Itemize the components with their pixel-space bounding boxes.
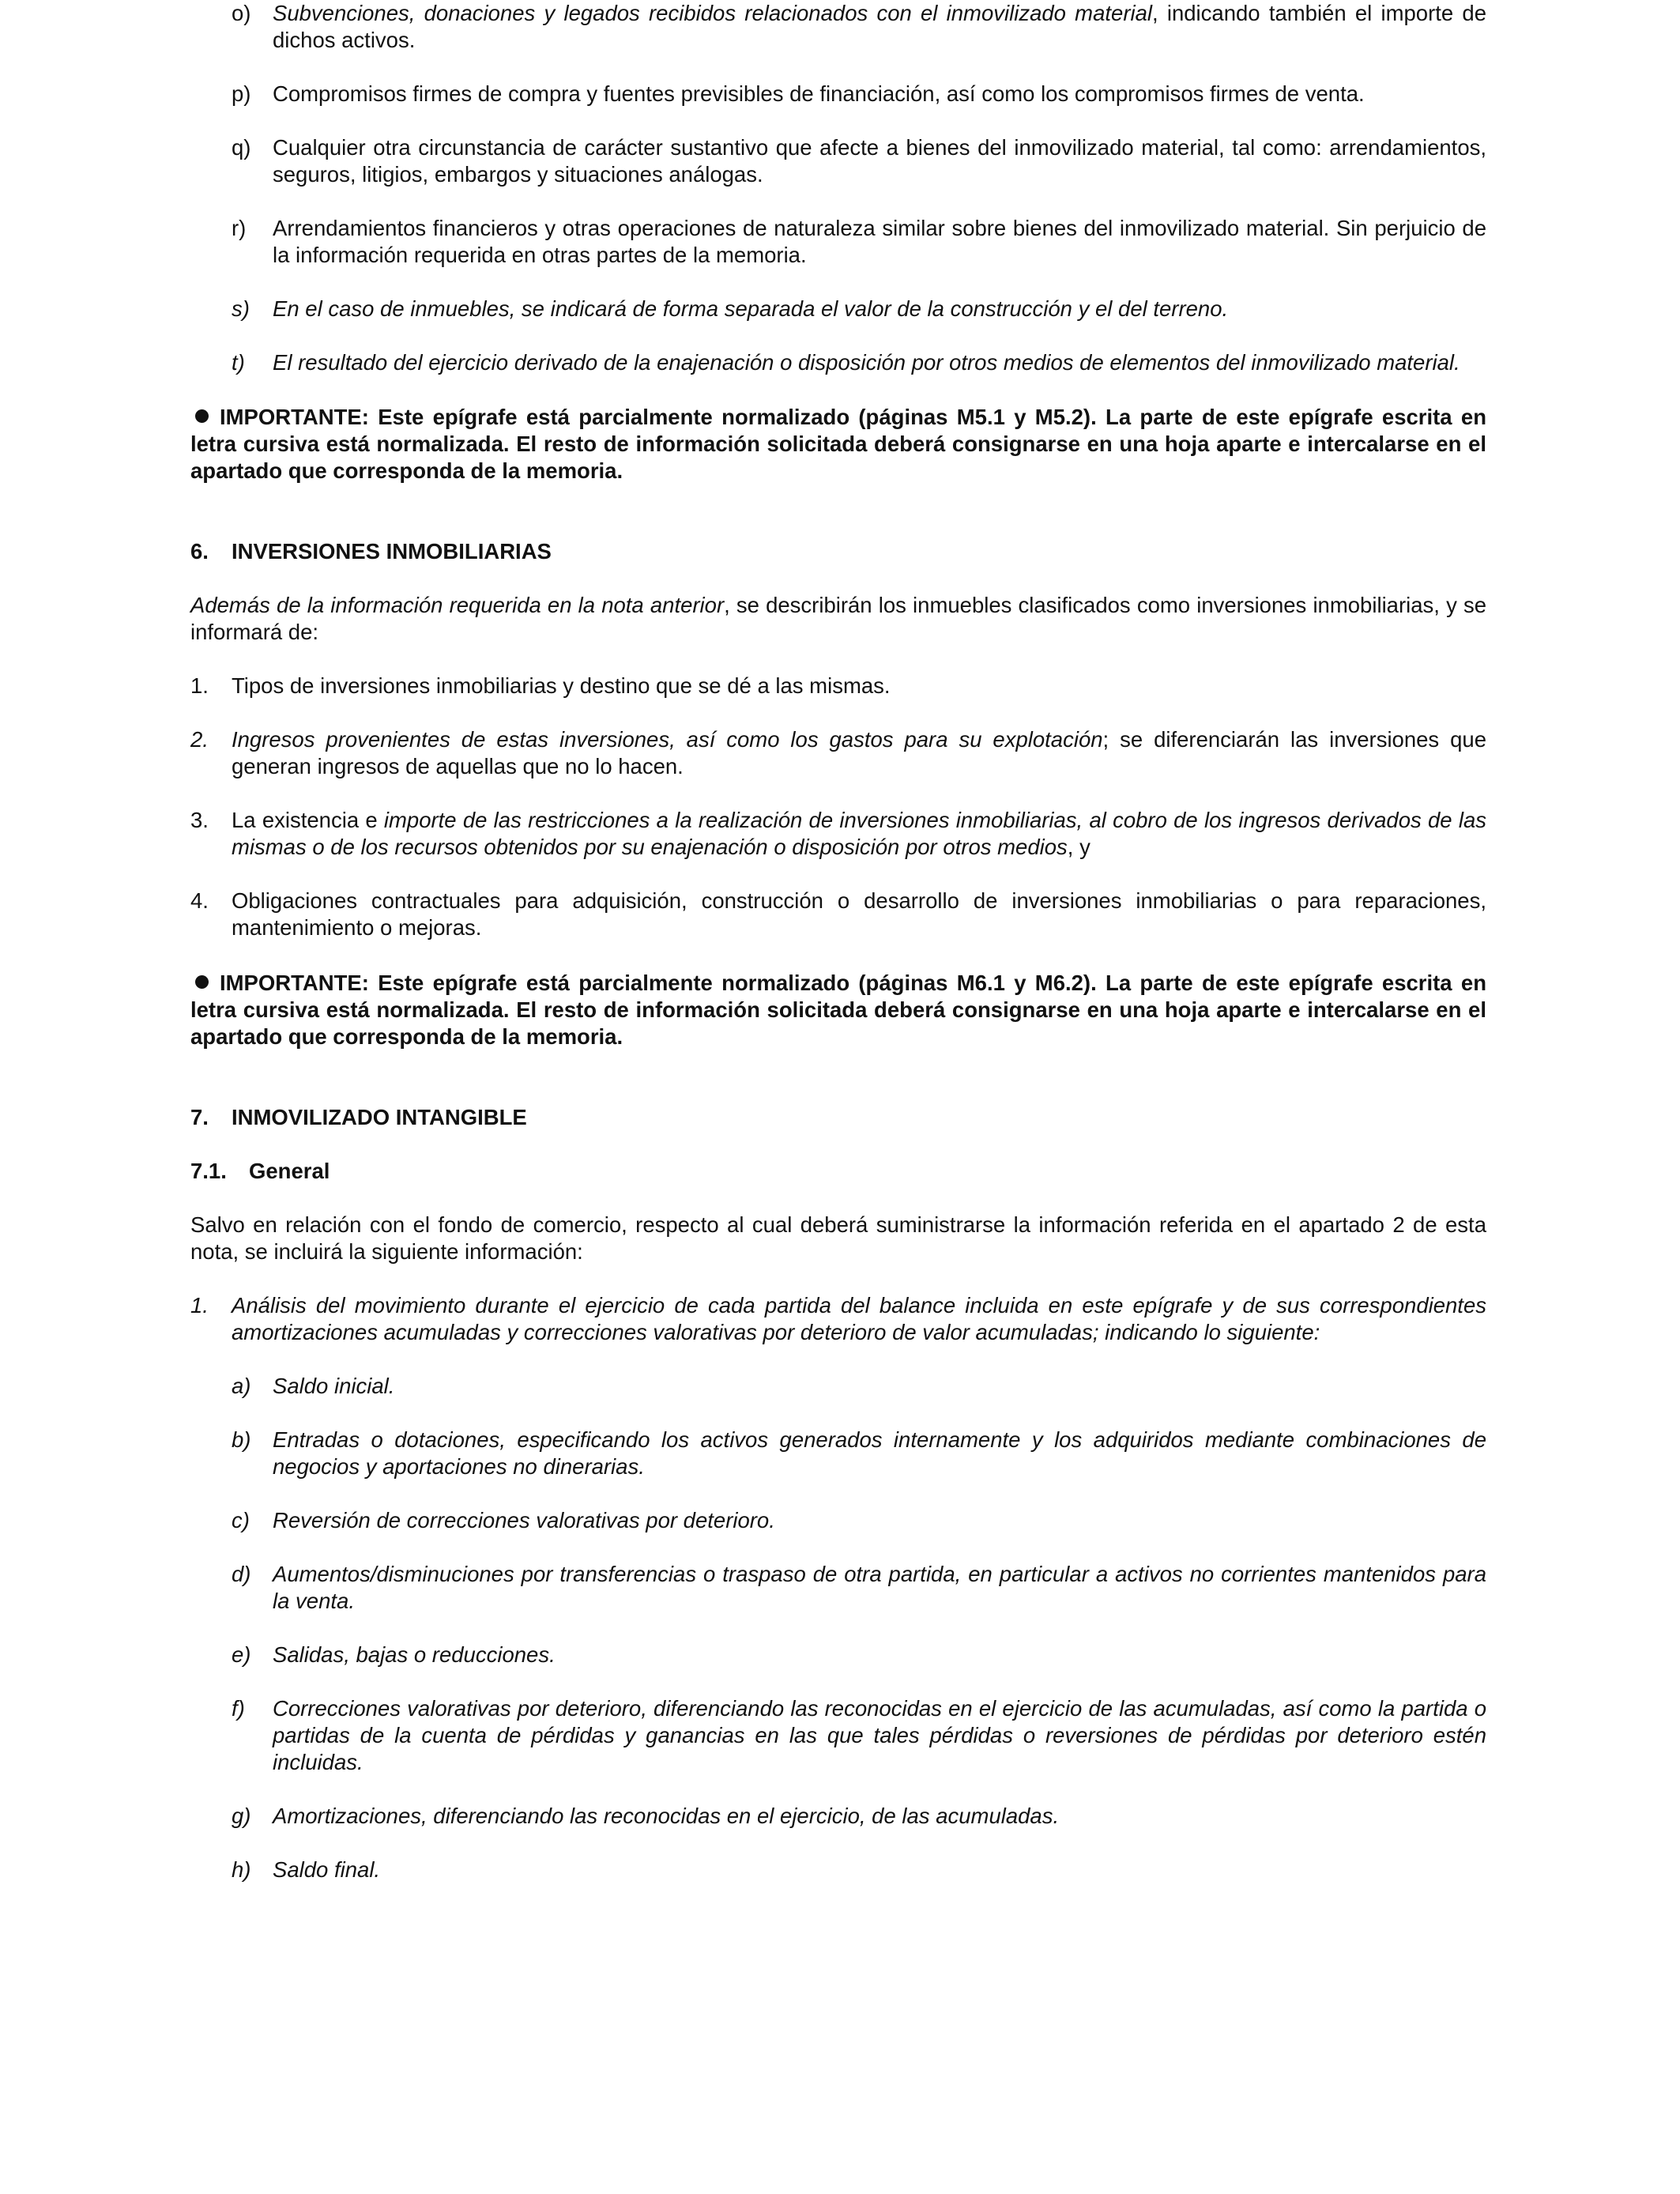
list-item-marker: d) bbox=[232, 1562, 251, 1586]
section-7-heading: 7. INMOVILIZADO INTANGIBLE bbox=[190, 1105, 527, 1129]
document-page: o) Subvenciones, donaciones y legados recibidos relacionados con el inmovilizado material, indicando también el importe de dichos activos. p) Compromisos firmes de compra y fuentes previsibles de financiación, así como los compromisos firmes de venta. q) Cualquier otra circunstancia de carácter sustantivo que afecte a bienes del inmovilizado material, tal como: arrendamientos, seguros, litigios, embargos y situaciones análogas. r) Arrendamientos financieros y otras operaciones de naturaleza similar sobre bienes del inmovilizado material. Sin perjuicio de la información requerida en otras partes de la memoria. s) En el caso de inmuebles, se indicará de forma separada el valor de la construcción y el del terreno. t) El resultado del ejercicio derivado de la enajenación o disposición por otros medios de elementos del inmovilizado material. IMPORTANTE: Este epígrafe está parcialmente normalizado (páginas M5.1 y M5.2). La parte de este epígrafe escrita en letra cursiva está normalizada. El resto de información solicitada deberá consignarse en una hoja aparte e intercalarse en el apartado que corresponda de la memoria. 6. INVERSIONES INMOBILIARIAS Además de la información requerida en la nota anterior, se describirán los inmuebles clasificados como inversiones inmobiliarias, y se informará de: 1. Tipos de inversiones inmobiliarias y destino que se dé a las mismas. 2. Ingresos provenientes de estas inversiones, así como los gastos para su explotación; se diferenciarán las inversiones que generan ingresos de aquellas que no lo hacen. 3. La existencia e importe de las restricciones a la realización de inversiones inmobiliarias, al cobro de los ingresos derivados de las mismas o de los recursos obtenidos por su enajenación o disposición por otros medios, y 4. Obligaciones contractuales para adquisición, construcción o desarrollo de inversiones inmobiliarias o para reparaciones, mantenimiento o mejoras. IMPORTANTE: Este epígrafe está parcialmente normalizado (páginas M6.1 y M6.2). La parte de este epígrafe escrita en letra cursiva está normalizada. El resto de información solicitada deberá consignarse en una hoja aparte e intercalarse en el apartado que corresponda de la memoria. 7. INMOVILIZADO INTANGIBLE 7.1. General Salvo en relación con el fondo de comercio, respecto al cual deberá suministrarse la información referida en el apartado 2 de esta nota, se incluirá la siguiente información: 1. Análisis del movimiento durante el ejercicio de cada partida del balance incluida en este epígrafe y de sus correspondientes amortizaciones acumuladas y correcciones valorativas por deterioro de valor acumuladas; indicando lo siguiente: a) Saldo inicial. b) Entradas o dotaciones, especificando los activos generados internamente y los adquiridos mediante combinaciones de negocios y aportaciones no dinerarias. c) Reversión de correcciones valorativas por deterioro. d) Aumentos/disminuciones por transferencias o traspaso de otra partida, en particular a activos no corrientes mantenidos para la venta. e) Salidas, bajas o reducciones. f) Correcciones valorativas por deterioro, diferenciando las reconocidas en el ejercicio de las acumuladas, así como la partida o partidas de la cuenta de pérdidas y ganancias en las que tales pérdidas o reversiones de pérdidas por deterioro estén incluidas. g) Amortizaciones, diferenciando las reconocidas en el ejercicio, de las acumuladas. h) Saldo final. bbox=[190, 1, 1487, 1882]
bullet-dot-icon bbox=[195, 409, 209, 423]
list-item-text bbox=[232, 888, 1486, 941]
list-item-text: Aumentos/disminuciones por transferencias o traspaso de otra partida, en particular a activos no corrientes mantenidos para la venta. bbox=[273, 1562, 1486, 1613]
list-item-text bbox=[232, 726, 1486, 780]
list-item-text-part: importe de las restricciones a la realización de inversiones inmobiliarias, al cobro de los ingresos derivados de las mismas o de los recursos obtenidos por su enajenación o disposición por otros medios bbox=[232, 808, 1487, 859]
bullet-dot-icon bbox=[195, 975, 209, 989]
list-item-marker: e) bbox=[232, 1642, 251, 1667]
list-item-marker: p) bbox=[232, 81, 251, 106]
list-item-text-part: Subvenciones, donaciones y legados recibidos relacionados con el inmovilizado material bbox=[273, 1, 1152, 25]
list-item-text bbox=[273, 215, 1486, 269]
list-item-text: Saldo inicial. bbox=[273, 1374, 395, 1398]
list-item-text-part: , indicando también el importe de dichos activos. bbox=[273, 1, 1486, 52]
list-item-text bbox=[273, 81, 1486, 107]
section-7-1-heading: 7.1. General bbox=[190, 1159, 330, 1183]
list-item-text bbox=[232, 673, 1486, 699]
list-item-text: Entradas o dotaciones, especificando los activos generados internamente y los adquiridos mediante combinaciones de negocios y aportaciones no dinerarias. bbox=[273, 1427, 1486, 1479]
list-item-text bbox=[232, 807, 1486, 861]
list-item-text-part: Tipos de inversiones inmobiliarias y destino que se dé a las mismas. bbox=[232, 673, 891, 698]
list-item-text-part: ; se diferenciarán las inversiones que generan ingresos de aquellas que no lo hacen. bbox=[232, 727, 1486, 778]
list-item-marker: q) bbox=[232, 135, 251, 160]
list-item-marker: a) bbox=[232, 1374, 251, 1398]
list-item-marker: f) bbox=[232, 1696, 245, 1721]
list-item-text-part: Arrendamientos financieros y otras operaciones de naturaleza similar sobre bienes del inmovilizado material. Sin perjuicio de la información requerida en otras partes de la memoria. bbox=[273, 216, 1486, 267]
list-item-text: Reversión de correcciones valorativas por deterioro. bbox=[273, 1508, 775, 1532]
list-item-text bbox=[273, 296, 1486, 322]
list-item-text-part: El resultado del ejercicio derivado de la enajenación o disposición por otros medios de elementos del inmovilizado material. bbox=[273, 350, 1460, 375]
list-item-text-part: En el caso de inmuebles, se indicará de forma separada el valor de la construcción y el del terreno. bbox=[273, 296, 1229, 321]
list-item-marker: t) bbox=[232, 350, 245, 375]
section-7-intro: Salvo en relación con el fondo de comercio, respecto al cual deberá suministrarse la información referida en el apartado 2 de esta nota, se incluirá la siguiente información: bbox=[190, 1212, 1486, 1264]
list-item-text: Amortizaciones, diferenciando las reconocidas en el ejercicio, de las acumuladas. bbox=[273, 1804, 1060, 1828]
list-item-marker: 4. bbox=[190, 888, 209, 913]
list-item-text bbox=[273, 349, 1486, 376]
list-item-marker: r) bbox=[232, 216, 247, 240]
list-item-marker: s) bbox=[232, 296, 250, 321]
list-item-marker: 3. bbox=[190, 808, 209, 832]
list-item-text-part: Cualquier otra circunstancia de carácter sustantivo que afecte a bienes del inmovilizado material, tal como: arrendamientos, seguros, litigios, embargos y situaciones análogas. bbox=[273, 135, 1486, 187]
list-item-text-part: Obligaciones contractuales para adquisición, construcción o desarrollo de inversiones inmobiliarias o para reparaciones, mantenimiento o mejoras. bbox=[232, 888, 1486, 940]
list-item-marker: o) bbox=[232, 1, 251, 25]
important-note-section-6: IMPORTANTE: Este epígrafe está parcialmente normalizado (páginas M6.1 y M6.2). La parte de este epígrafe escrita en letra cursiva está normalizada. El resto de información solicitada deberá consignarse en una hoja aparte e intercalarse en el apartado que corresponda de la memoria. bbox=[190, 971, 1486, 1049]
list-item-marker: g) bbox=[232, 1804, 251, 1828]
list-item-text bbox=[273, 134, 1486, 188]
list-item-text-part: , y bbox=[1067, 835, 1090, 859]
section-6-intro: Además de la información requerida en la nota anterior, se describirán los inmuebles clasificados como inversiones inmobiliarias, y se informará de: bbox=[190, 593, 1487, 644]
list-item-marker: h) bbox=[232, 1857, 251, 1882]
list-item-text-part: Ingresos provenientes de estas inversiones, así como los gastos para su explotación bbox=[232, 727, 1103, 752]
section-6-heading: 6. INVERSIONES INMOBILIARIAS bbox=[190, 539, 552, 564]
list-item-text: Saldo final. bbox=[273, 1857, 381, 1882]
list-item-marker: c) bbox=[232, 1508, 250, 1532]
list-item-text-part: Compromisos firmes de compra y fuentes previsibles de financiación, así como los compromisos firmes de venta. bbox=[273, 81, 1365, 106]
important-note-section-5: IMPORTANTE: Este epígrafe está parcialmente normalizado (páginas M5.1 y M5.2). La parte de este epígrafe escrita en letra cursiva está normalizada. El resto de información solicitada deberá consignarse en una hoja aparte e intercalarse en el apartado que corresponda de la memoria. bbox=[190, 405, 1486, 483]
list-item-text-part: La existencia e bbox=[232, 808, 384, 832]
list-item-marker: 2. bbox=[190, 727, 209, 752]
list-item-marker: 1. bbox=[190, 673, 209, 698]
list-item-text: Salidas, bajas o reducciones. bbox=[273, 1642, 556, 1667]
list-item-text: Correcciones valorativas por deterioro, diferenciando las reconocidas en el ejercicio de las acumuladas, así como la partida o partidas de la cuenta de pérdidas y ganancias en las que tales pérdidas o reversiones de pérdidas por deterioro estén incluidas. bbox=[273, 1696, 1486, 1774]
list-item-text bbox=[273, 0, 1486, 54]
list-item-marker: b) bbox=[232, 1427, 251, 1452]
